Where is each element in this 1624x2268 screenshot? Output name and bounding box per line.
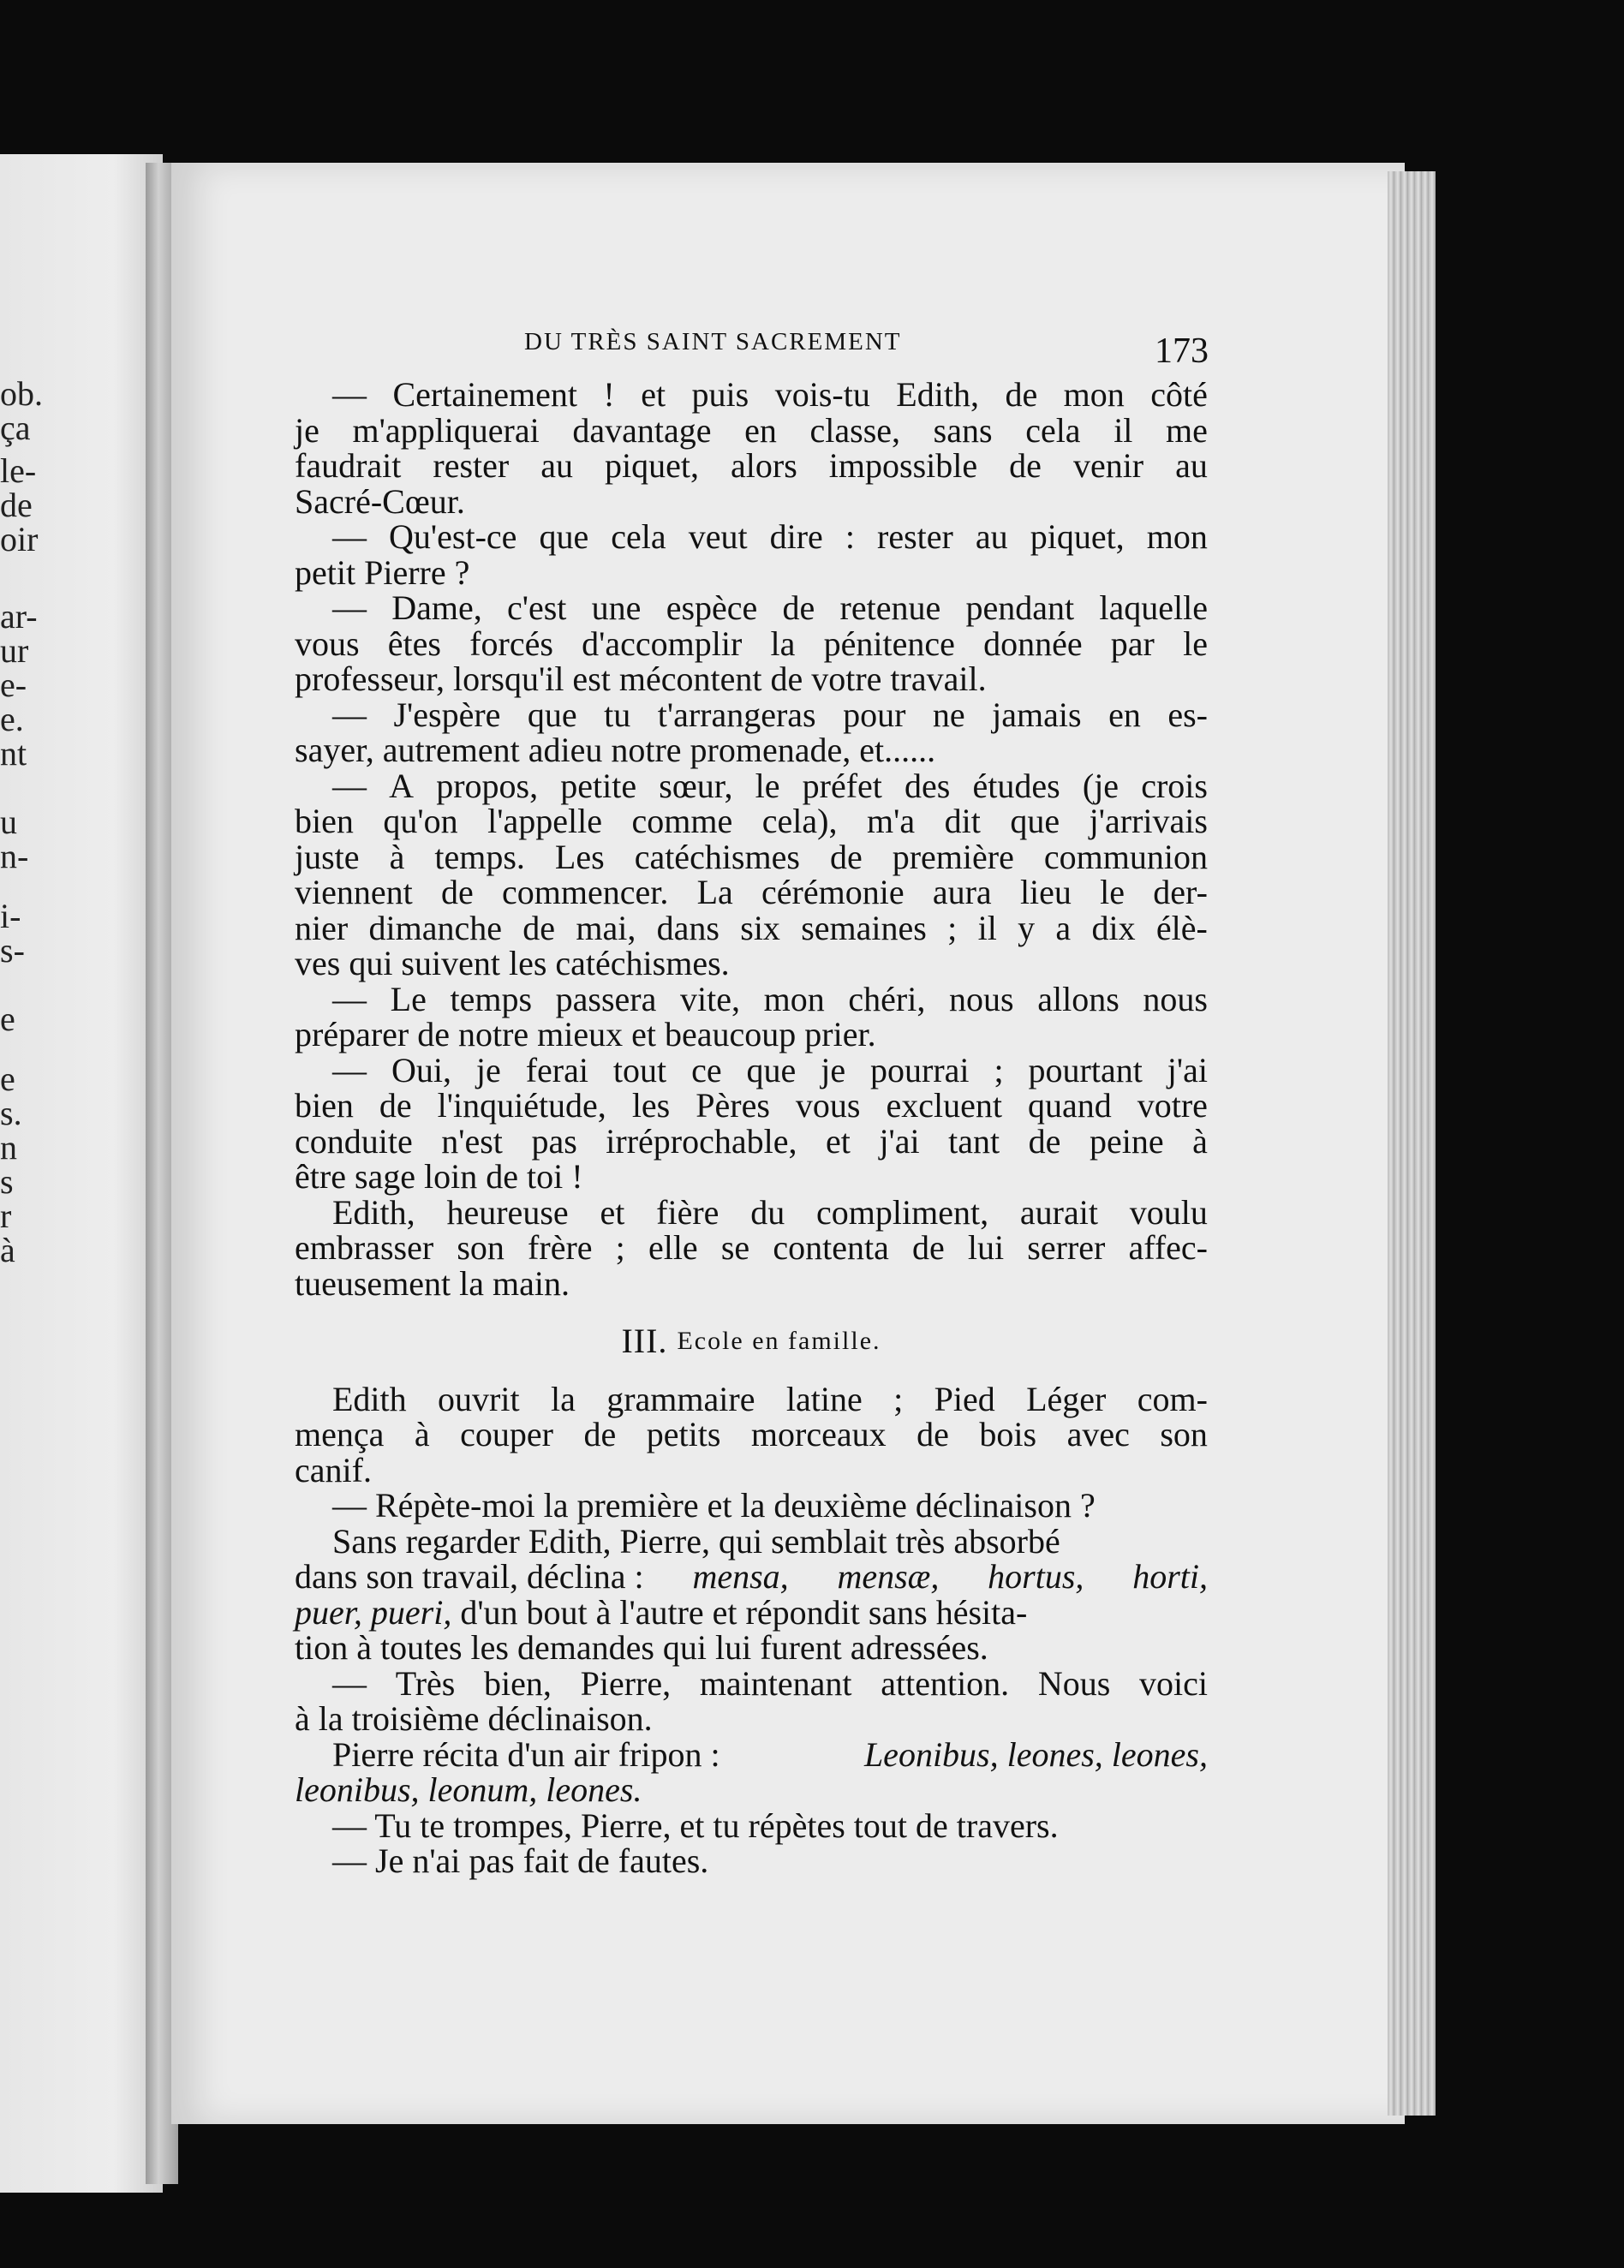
text-line: vous êtes forcés d'accomplir la pénitence donnée par le: [295, 624, 1208, 663]
text-line: être sage loin de toi !: [295, 1157, 583, 1196]
latin-words: Leonibus, leones, leones,: [863, 1734, 1208, 1774]
margin-fragment: e-: [0, 665, 27, 704]
text-line: viennent de commencer. La cérémonie aura lieu le der-: [295, 873, 1208, 911]
dialogue-block-2: [295, 1379, 1208, 1561]
text-line: — Je n'ai pas fait de fautes.: [332, 1841, 709, 1880]
text-line: à la troisième déclinaison.: [295, 1699, 653, 1738]
page-edges: [1388, 171, 1436, 2116]
text-line: — Tu te trompes, Pierre, et tu répètes tout de travers.: [332, 1805, 1059, 1845]
margin-fragment: à: [0, 1231, 15, 1269]
recite-intro: Pierre récita d'un air fripon :: [332, 1734, 720, 1774]
text-line: conduite n'est pas irréprochable, et j'ai tant de peine à: [295, 1121, 1208, 1161]
text-line: petit Pierre ?: [295, 552, 470, 592]
text-line: — Certainement ! et puis vois-tu Edith, de mon côté: [332, 375, 1208, 414]
text-line: Sacré-Cœur.: [295, 481, 465, 521]
text-line: embrasser son frère ; elle se contenta de lui serrer affec-: [295, 1228, 1208, 1267]
text-line: canif.: [295, 1450, 372, 1489]
margin-fragment: ur: [0, 631, 29, 670]
margin-fragment: n: [0, 1128, 17, 1167]
running-title: DU TRÈS SAINT SACREMENT: [524, 328, 902, 355]
margin-fragment: ça: [0, 409, 31, 447]
dialogue-block-3: [295, 1630, 1208, 1737]
text-line: juste à temps. Les catéchismes de première communion: [295, 837, 1208, 876]
margin-fragment: s-: [0, 931, 25, 970]
margin-fragment: i-: [0, 897, 21, 935]
previous-page-fragment: [0, 154, 163, 2193]
text-line: je m'appliquerai davantage en classe, sans cela il me: [295, 410, 1208, 450]
margin-fragment: n-: [0, 837, 29, 875]
text-line: tion à toutes les demandes qui lui furent adressées.: [295, 1628, 988, 1667]
text-line: — Qu'est-ce que cela veut dire : rester au piquet, mon: [332, 517, 1208, 556]
text-line: mença à couper de petits morceaux de bois avec son: [295, 1415, 1208, 1453]
latin-word: mensa,: [692, 1557, 789, 1596]
margin-fragment: e: [0, 1059, 15, 1098]
margin-fragment: e.: [0, 700, 24, 738]
section-heading: [295, 1323, 1208, 1359]
text-line: bien de l'inquiétude, les Pères vous excluent quand votre: [295, 1086, 1208, 1125]
page-number: 173: [1155, 331, 1209, 371]
text-line: — J'espère que tu t'arrangeras pour ne jamais en es-: [332, 695, 1208, 734]
text-run: d'un bout à l'autre et répondit sans hésita-: [451, 1592, 1028, 1632]
margin-fragment: s.: [0, 1094, 22, 1132]
text-line: — Dame, c'est une espèce de retenue pendant laquelle: [332, 588, 1208, 627]
text-line: ves qui suivent les catéchismes.: [295, 944, 730, 982]
text-line: — A propos, petite sœur, le préfet des études (je crois: [332, 766, 1208, 805]
margin-fragment: ar-: [0, 597, 38, 636]
declension-intro: dans son travail, déclina :: [295, 1557, 644, 1596]
text-line: — Répète-moi la première et la deuxième déclinaison ?: [332, 1486, 1096, 1525]
text-line: sayer, autrement adieu notre promenade, et......: [295, 731, 936, 769]
text-line: préparer de notre mieux et beaucoup prier.: [295, 1015, 876, 1053]
margin-fragment: nt: [0, 734, 27, 773]
latin-word: hortus,: [988, 1557, 1084, 1596]
margin-fragment: ob.: [0, 374, 43, 413]
text-line: Sans regarder Edith, Pierre, qui semblait très absorbé: [332, 1521, 1060, 1561]
text-line: — Très bien, Pierre, maintenant attention. Nous voici: [332, 1663, 1208, 1703]
latin-words: leonibus, leonum, leones.: [295, 1770, 642, 1809]
text-line: nier dimanche de mai, dans six semaines ; il y a dix élè-: [295, 908, 1208, 947]
section-title: Ecole en famille.: [677, 1327, 881, 1355]
latin-words: puer, pueri,: [295, 1592, 452, 1632]
latin-word: mensæ,: [837, 1557, 940, 1596]
text-line: faudrait rester au piquet, alors impossible de venir au: [295, 446, 1208, 485]
dialogue-block-1: [295, 377, 1208, 1301]
text-line: — Le temps passera vite, mon chéri, nous allons nous: [332, 979, 1208, 1018]
text-line: Edith, heureuse et fière du compliment, aurait voulu: [332, 1192, 1208, 1232]
page-text: [295, 377, 1208, 1879]
text-line: bien qu'on l'appelle comme cela), m'a dit que j'arrivais: [295, 802, 1208, 840]
margin-fragment: r: [0, 1197, 12, 1235]
text-line: [295, 1734, 1208, 1774]
margin-fragment: e: [0, 1000, 15, 1038]
margin-fragment: le-: [0, 451, 37, 490]
section-number: III.: [621, 1322, 668, 1360]
dialogue-block-4: [295, 1805, 1208, 1880]
margin-fragment: u: [0, 803, 17, 841]
text-line: professeur, lorsqu'il est mécontent de votre travail.: [295, 660, 987, 698]
margin-fragment: de: [0, 486, 33, 524]
text-line: [295, 1772, 1208, 1808]
margin-fragment: oir: [0, 520, 39, 558]
text-line: tueusement la main.: [295, 1263, 570, 1303]
text-line: Edith ouvrit la grammaire latine ; Pied Léger com-: [332, 1379, 1208, 1418]
text-line: — Oui, je ferai tout ce que je pourrai ; pourtant j'ai: [332, 1050, 1208, 1089]
latin-word: horti,: [1132, 1557, 1208, 1596]
text-line: [295, 1559, 1208, 1595]
margin-fragment: s: [0, 1162, 14, 1201]
text-line: [295, 1592, 1208, 1632]
